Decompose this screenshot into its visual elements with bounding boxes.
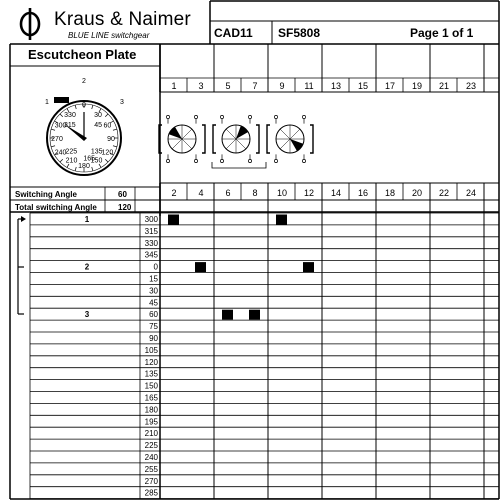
angle-label-30: 30 xyxy=(149,286,158,296)
terminal-top-15: 15 xyxy=(357,81,369,91)
terminal-bottom-20: 20 xyxy=(411,188,423,198)
contact-closed xyxy=(249,310,260,320)
angle-label-105: 105 xyxy=(144,345,158,355)
position-label-1: 1 xyxy=(84,215,90,224)
terminal-top-3: 3 xyxy=(198,81,204,91)
angle-label-165: 165 xyxy=(144,393,158,403)
terminal-bottom-6: 6 xyxy=(225,188,231,198)
terminal-bottom-2: 2 xyxy=(171,188,177,198)
wafer-link xyxy=(212,162,266,168)
terminal-top-5: 5 xyxy=(225,81,231,91)
page-number: Page 1 of 1 xyxy=(410,26,474,40)
angle-label-60: 60 xyxy=(149,310,158,320)
terminal-top-1: 1 xyxy=(171,81,177,91)
dial-angle-90: 90 xyxy=(107,136,115,143)
dial-angle-165: 165 xyxy=(83,155,96,163)
position-label-2: 2 xyxy=(84,262,90,272)
plate-title: Escutcheon Plate xyxy=(28,47,137,62)
angle-label-210: 210 xyxy=(144,429,158,439)
terminal-bottom-14: 14 xyxy=(330,188,342,198)
angle-label-120: 120 xyxy=(144,357,158,367)
dial-angle-150: 150 xyxy=(90,157,103,165)
angle-label-15: 15 xyxy=(149,274,158,284)
total-angle-value: 120 xyxy=(118,203,132,212)
terminal-bottom-16: 16 xyxy=(357,188,369,198)
angle-label-90: 90 xyxy=(149,334,158,343)
terminal-top-17: 17 xyxy=(384,81,396,91)
contact-closed xyxy=(222,310,233,320)
terminal-bottom-12: 12 xyxy=(303,188,315,198)
angle-label-255: 255 xyxy=(144,464,158,474)
dial-position-2: 2 xyxy=(82,78,86,85)
dial-angle-180: 180 xyxy=(78,163,90,170)
angle-label-0: 0 xyxy=(153,262,158,272)
angle-label-45: 45 xyxy=(149,298,158,308)
code-cad: CAD11 xyxy=(214,26,253,40)
dial-angle-240: 240 xyxy=(54,149,67,157)
angle-label-150: 150 xyxy=(144,381,158,391)
switching-angle-label: Switching Angle xyxy=(15,190,77,199)
angle-label-135: 135 xyxy=(144,369,158,379)
dial-position-3: 3 xyxy=(120,99,124,106)
dial-angle-270: 270 xyxy=(51,136,63,143)
code-sf: SF5808 xyxy=(278,26,321,40)
dial-angle-210: 210 xyxy=(65,157,78,165)
terminal-bottom-22: 22 xyxy=(438,188,450,198)
dial-angle-225: 225 xyxy=(65,148,78,156)
dial-angle-315: 315 xyxy=(64,121,76,129)
angle-label-330: 330 xyxy=(144,238,158,248)
terminal-bottom-10: 10 xyxy=(276,188,288,198)
dial-angle-330: 330 xyxy=(64,111,76,119)
escutcheon-dial xyxy=(45,78,124,175)
angle-label-300: 300 xyxy=(144,215,158,224)
terminal-top-7: 7 xyxy=(252,81,258,91)
angle-label-75: 75 xyxy=(149,322,158,332)
terminal-bottom-8: 8 xyxy=(252,188,258,198)
dial-angle-30: 30 xyxy=(94,111,102,119)
contact-closed xyxy=(276,215,287,225)
contact-closed xyxy=(303,262,314,272)
dial-angle-135: 135 xyxy=(90,148,103,156)
bracket-arrow-icon xyxy=(21,216,26,222)
angle-label-195: 195 xyxy=(144,417,158,427)
terminal-top-9: 9 xyxy=(279,81,285,91)
angle-label-225: 225 xyxy=(144,441,158,451)
contact-closed xyxy=(168,215,179,225)
brand-name: Kraus & Naimer xyxy=(54,9,191,30)
angle-label-240: 240 xyxy=(144,453,158,462)
total-angle-label: Total switching Angle xyxy=(15,203,97,212)
contact-closed xyxy=(195,262,206,272)
terminal-top-13: 13 xyxy=(330,81,342,91)
terminal-top-21: 21 xyxy=(438,81,450,91)
dial-angle-45: 45 xyxy=(94,121,103,129)
dial-angle-60: 60 xyxy=(103,122,112,130)
angle-label-285: 285 xyxy=(144,488,158,498)
terminal-bottom-4: 4 xyxy=(198,188,204,198)
switch-schematic xyxy=(159,115,313,168)
dial-knob-marker xyxy=(54,97,69,103)
dial-angle-120: 120 xyxy=(101,149,114,157)
dial-angle-300: 300 xyxy=(54,122,67,130)
angle-label-345: 345 xyxy=(144,250,158,260)
terminal-top-19: 19 xyxy=(411,81,423,91)
brand-subtitle: BLUE LINE switchgear xyxy=(68,31,150,40)
terminal-bottom-24: 24 xyxy=(465,188,477,198)
terminal-top-11: 11 xyxy=(304,81,314,91)
dial-position-0: 0 xyxy=(82,102,86,109)
angle-label-180: 180 xyxy=(144,405,158,415)
dial-position-1: 1 xyxy=(45,99,49,106)
terminal-bottom-18: 18 xyxy=(384,188,396,198)
angle-label-315: 315 xyxy=(144,226,158,236)
position-label-3: 3 xyxy=(84,310,90,320)
terminal-top-23: 23 xyxy=(465,81,477,91)
angle-label-270: 270 xyxy=(144,476,158,486)
switching-angle-value: 60 xyxy=(118,190,127,199)
